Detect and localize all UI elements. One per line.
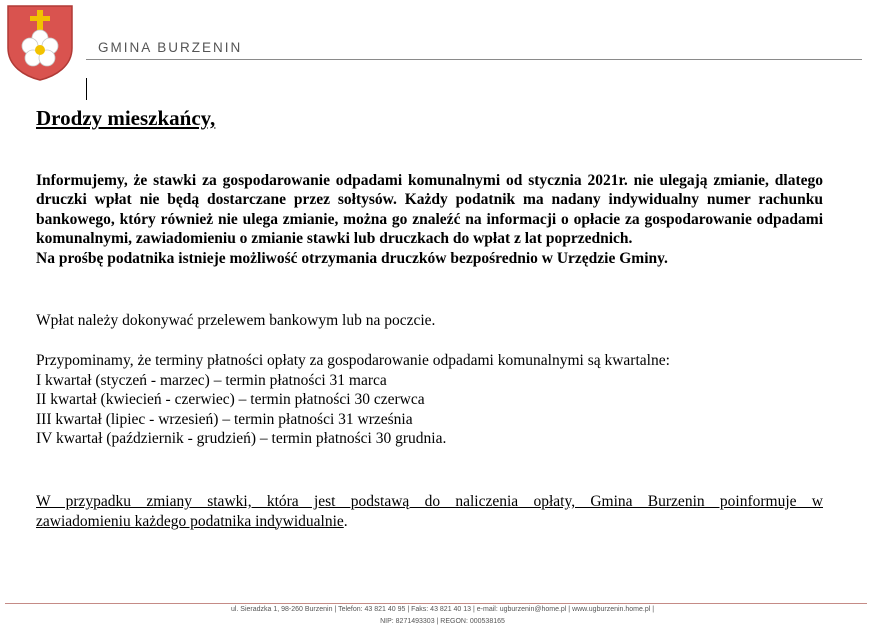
deadline-list (36, 351, 670, 449)
header-rule (86, 59, 862, 60)
text-cursor (86, 78, 87, 100)
list-item: III kwartał (lipiec - wrzesień) – termin płatności 31 września (36, 410, 413, 428)
list-item: IV kwartał (październik - grudzień) – termin płatności 30 grudnia. (36, 430, 447, 447)
note-line-2: zawiadomieniu każdego podatnika indywidualnie (36, 512, 344, 530)
notice-paragraph-2: Na prośbę podatnika istnieje możliwość otrzymania druczków bezpośrednio w Urzędzie Gminy. (36, 249, 668, 267)
notice-paragraph: Informujemy, że stawki za gospodarowanie odpadami komunalnymi od stycznia 2021r. nie ulegają zmianie, dlatego druczki wpłat nie będą dostarczane przez sołtysów. Każdy podatnik ma nadany indywidualny numer rachunku bankowego, który również nie ulega zmianie, można go znaleźć na informacji o opłacie za gospodarowanie odpadami komunalnymi, zawiadomieniu o zmianie stawki lub druczkach do wpłat z lat poprzednich. (36, 172, 823, 248)
org-name: GMINA BURZENIN (98, 40, 243, 55)
note-period: . (343, 512, 348, 530)
footer-ids: NIP: 8271493303 | REGON: 000538165 (380, 618, 505, 625)
list-item: I kwartał (styczeń - marzec) – termin płatności 31 marca (36, 371, 387, 389)
coat-of-arms-logo (6, 4, 74, 82)
reminder-intro: Przypominamy, że terminy płatności opłaty za gospodarowanie odpadami komunalnymi są kwartalne: (36, 352, 670, 369)
rate-change-note (36, 492, 823, 531)
list-item: II kwartał (kwiecień - czerwiec) – termin płatności 30 czerwca (36, 391, 425, 408)
main-notice (36, 171, 823, 268)
footer-rule (5, 603, 867, 604)
greeting-heading: Drodzy mieszkańcy, (36, 106, 216, 130)
footer-contact: ul. Sieradzka 1, 98-260 Burzenin | Telefon: 43 821 40 95 | Faks: 43 821 40 13 | e-mail: ugburzenin@home.pl | www.ugburzenin.home.pl | (230, 606, 655, 613)
note-line-1: W przypadku zmiany stawki, która jest podstawą do naliczenia opłaty, Gmina Burzenin poinformuje w (36, 493, 823, 510)
payment-method-paragraph: Wpłat należy dokonywać przelewem bankowym lub na poczcie. (36, 312, 436, 329)
